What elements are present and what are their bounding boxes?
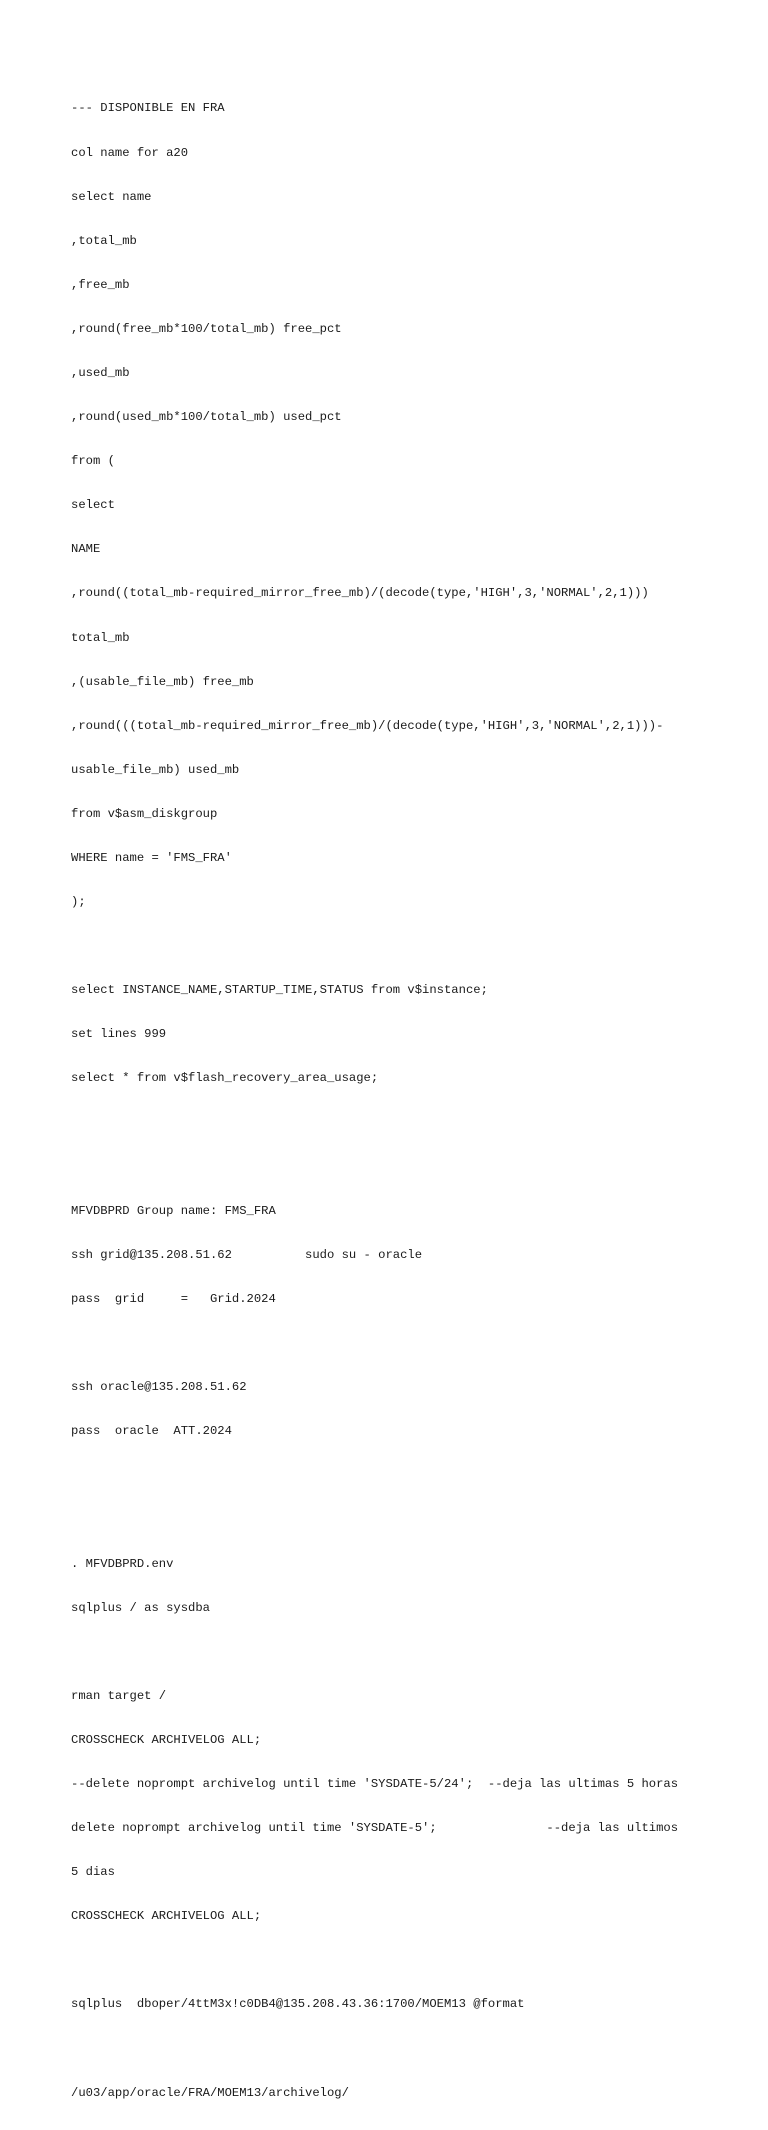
text-line: ,(usable_file_mb) free_mb	[71, 674, 254, 689]
text-line	[71, 1645, 711, 1660]
text-line	[71, 1512, 711, 1527]
text-line	[71, 1116, 711, 1131]
text-line: ,round(free_mb*100/total_mb) free_pct	[71, 321, 342, 336]
text-line: from v$asm_diskgroup	[71, 806, 218, 821]
text-line: --- DISPONIBLE EN FRA	[71, 101, 225, 116]
text-line: pass grid = Grid.2024	[71, 1291, 276, 1306]
text-line: ,total_mb	[71, 233, 137, 248]
text-line	[71, 1336, 711, 1351]
text-line: 5 dias	[71, 1865, 115, 1880]
text-line: CROSSCHECK ARCHIVELOG ALL;	[71, 1909, 262, 1924]
text-line: col name for a20	[71, 145, 189, 160]
text-line: pass oracle ATT.2024	[71, 1424, 232, 1439]
text-line: select	[71, 498, 115, 513]
text-line	[71, 1953, 711, 1968]
text-line: NAME	[71, 542, 101, 557]
text-line: select name	[71, 189, 152, 204]
text-line: ,round(((total_mb-required_mirror_free_mb)/(decode(type,'HIGH',3,'NORMAL',2,1)))-	[71, 718, 664, 733]
text-line	[71, 1468, 711, 1483]
document-text	[71, 72, 711, 2130]
text-line: ,used_mb	[71, 365, 130, 380]
text-line: . MFVDBPRD.env	[71, 1556, 174, 1571]
text-line: ,free_mb	[71, 277, 130, 292]
text-line: usable_file_mb) used_mb	[71, 762, 240, 777]
text-line: ,round((total_mb-required_mirror_free_mb)/(decode(type,'HIGH',3,'NORMAL',2,1)))	[71, 586, 649, 601]
text-line: MFVDBPRD Group name: FMS_FRA	[71, 1203, 276, 1218]
text-line: --delete noprompt archivelog until time 'SYSDATE-5/24'; --deja las ultimas 5 horas	[71, 1776, 679, 1791]
text-line: rman target /	[71, 1688, 167, 1703]
text-line: select INSTANCE_NAME,STARTUP_TIME,STATUS from v$instance;	[71, 983, 488, 998]
text-line: set lines 999	[71, 1027, 167, 1042]
text-line: sqlplus / as sysdba	[71, 1600, 210, 1615]
text-line: select * from v$flash_recovery_area_usage;	[71, 1071, 379, 1086]
text-line: from (	[71, 454, 115, 469]
text-line	[71, 2042, 711, 2057]
text-line	[71, 1160, 711, 1175]
text-line: WHERE name = 'FMS_FRA'	[71, 851, 232, 865]
text-line: ssh oracle@135.208.51.62	[71, 1380, 247, 1395]
text-line: CROSSCHECK ARCHIVELOG ALL;	[71, 1732, 262, 1747]
text-line: ,round(used_mb*100/total_mb) used_pct	[71, 410, 342, 425]
text-line: /u03/app/oracle/FRA/MOEM13/archivelog/	[71, 2085, 349, 2100]
text-line: total_mb	[71, 630, 130, 645]
text-line: delete noprompt archivelog until time 'SYSDATE-5'; --deja las ultimos	[71, 1821, 679, 1836]
text-line: );	[71, 895, 86, 910]
text-line: sqlplus dboper/4ttM3x!c0DB4@135.208.43.36:1700/MOEM13 @format	[71, 1997, 525, 2012]
text-line: ssh grid@135.208.51.62 sudo su - oracle	[71, 1247, 423, 1262]
text-line	[71, 939, 711, 954]
